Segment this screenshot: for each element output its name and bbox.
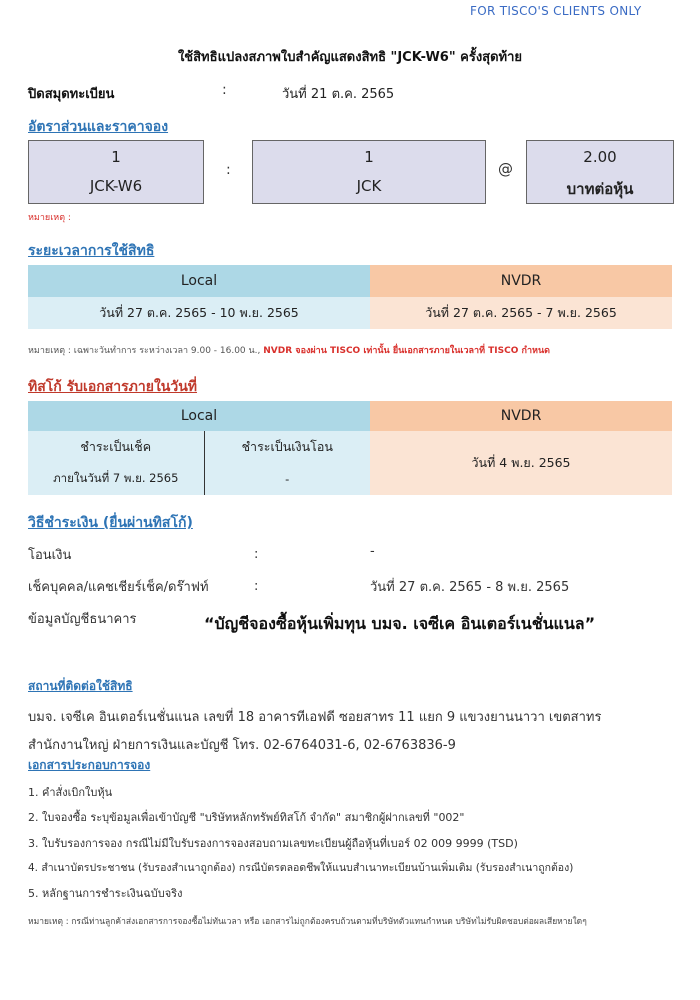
book-close-label: ปิดสมุดทะเบียน <box>28 87 115 102</box>
ratio-price-unit: บาทต่อหุ้น <box>566 180 634 198</box>
period-nvdr-value: วันที่ 27 ต.ค. 2565 - 7 พ.ย. 2565 <box>370 297 672 329</box>
ratio-box-share <box>252 140 486 204</box>
docs-receive-table <box>28 401 672 495</box>
ratio-heading: อัตราส่วนและราคาจอง <box>28 119 169 135</box>
period-local-header: Local <box>28 265 370 297</box>
ratio-share-name: JCK <box>356 177 382 195</box>
documents-heading: เอกสารประกอบการจอง <box>28 758 151 772</box>
period-nvdr-header: NVDR <box>370 265 672 297</box>
payment-bank-label: ข้อมูลบัญชีธนาคาร <box>28 612 137 627</box>
document-item: 4. สำเนาบัตรประชาชน (รับรองสำเนาถูกต้อง) กรณีบัตรตลอดชีพให้แนบสำเนาทะเบียนบ้านเพิ่มเติม (รับรองสำเนาถูกต้อง) <box>28 862 574 874</box>
ratio-separator-colon: : <box>226 162 231 178</box>
docs-cheque-value: ภายในวันที่ 7 พ.ย. 2565 <box>28 463 204 495</box>
docs-receive-heading: ทิสโก้ รับเอกสารภายในวันที่ <box>28 379 198 395</box>
period-local-value: วันที่ 27 ต.ค. 2565 - 10 พ.ย. 2565 <box>28 297 370 329</box>
ratio-share-num: 1 <box>364 148 374 166</box>
payment-cheque-label: เช็คบุคคล/แคชเชียร์เช็ค/ดร๊าฟท์ <box>28 580 209 595</box>
payment-bank-account: “บัญชีจองซื้อหุ้นเพิ่มทุน บมจ. เจซีเค อินเตอร์เนชั่นแนล” <box>204 614 596 633</box>
contact-phone: สำนักงานใหญ่ ฝ่ายการเงินและบัญชี โทร. 02-6764031-6, 02-6763836-9 <box>28 738 456 753</box>
payment-transfer-label: โอนเงิน <box>28 548 72 563</box>
ratio-warrant-num: 1 <box>111 148 121 166</box>
document-item: 3. ใบรับรองการจอง กรณีไม่มีใบรับรองการจองสอบถามเลขทะเบียนผู้ถือหุ้นที่เบอร์ 02 009 9999 (TSD) <box>28 837 518 850</box>
ratio-remark: หมายเหตุ : <box>28 213 71 223</box>
document-item: 1. คำสั่งเบิกใบหุ้น <box>28 786 113 799</box>
payment-transfer-colon: : <box>254 547 259 562</box>
period-remark-red: NVDR จองผ่าน TISCO เท่านั้น ยื่นเอกสารภายในเวลาที่ TISCO กำหนด <box>263 346 550 356</box>
ratio-warrant-name: JCK-W6 <box>89 177 143 195</box>
docs-transfer-value: - <box>204 463 370 495</box>
contact-heading: สถานที่ติดต่อใช้สิทธิ <box>28 679 133 693</box>
payment-cheque-colon: : <box>254 579 259 594</box>
payment-heading: วิธีชำระเงิน (ยื่นผ่านทิสโก้) <box>28 515 193 531</box>
document-item: 5. หลักฐานการชำระเงินฉบับจริง <box>28 887 183 900</box>
period-table <box>28 265 672 329</box>
ratio-box-warrant <box>28 140 204 204</box>
footer-remark: หมายเหตุ : กรณีท่านลูกค้าส่งเอกสารการจองซื้อไม่ทันเวลา หรือ เอกสารไม่ถูกต้องครบถ้วนตามที่บริษัทตัวแทนกำหนด บริษัทไม่รับผิดชอบต่อผลเสียหายใดๆ <box>28 917 587 927</box>
document-item: 2. ใบจองซื้อ ระบุข้อมูลเพื่อเข้าบัญชี "บริษัทหลักทรัพย์ทิสโก้ จำกัด" สมาชิกผู้ฝากเลขที่ "002" <box>28 811 465 824</box>
page-title: ใช้สิทธิแปลงสภาพใบสำคัญแสดงสิทธิ "JCK-W6" ครั้งสุดท้าย <box>177 50 523 65</box>
docs-nvdr-header: NVDR <box>370 401 672 431</box>
docs-nvdr-value: วันที่ 4 พ.ย. 2565 <box>370 431 672 495</box>
ratio-at-sign: @ <box>498 160 513 178</box>
docs-cheque-label: ชำระเป็นเช็ค <box>28 431 204 463</box>
docs-transfer-label: ชำระเป็นเงินโอน <box>204 431 370 463</box>
book-close-date: วันที่ 21 ต.ค. 2565 <box>282 87 395 102</box>
period-remark <box>28 343 550 357</box>
contact-address: บมจ. เจซีเค อินเตอร์เนชั่นแนล เลขที่ 18 อาคารทีเอฟดี ซอยสาทร 11 แยก 9 แขวงยานนาวา เขตสาทร <box>28 710 602 725</box>
period-heading: ระยะเวลาการใช้สิทธิ <box>28 243 155 259</box>
docs-local-header: Local <box>28 401 370 431</box>
book-close-colon: : <box>222 82 227 98</box>
clients-only-note: FOR TISCO'S CLIENTS ONLY <box>470 4 642 18</box>
payment-transfer-value: - <box>370 544 375 559</box>
payment-cheque-value: วันที่ 27 ต.ค. 2565 - 8 พ.ย. 2565 <box>370 580 570 595</box>
ratio-box-price <box>526 140 674 204</box>
ratio-price-value: 2.00 <box>583 148 617 166</box>
period-remark-text: หมายเหตุ : เฉพาะวันทำการ ระหว่างเวลา 9.00 - 16.00 น., <box>28 346 261 356</box>
